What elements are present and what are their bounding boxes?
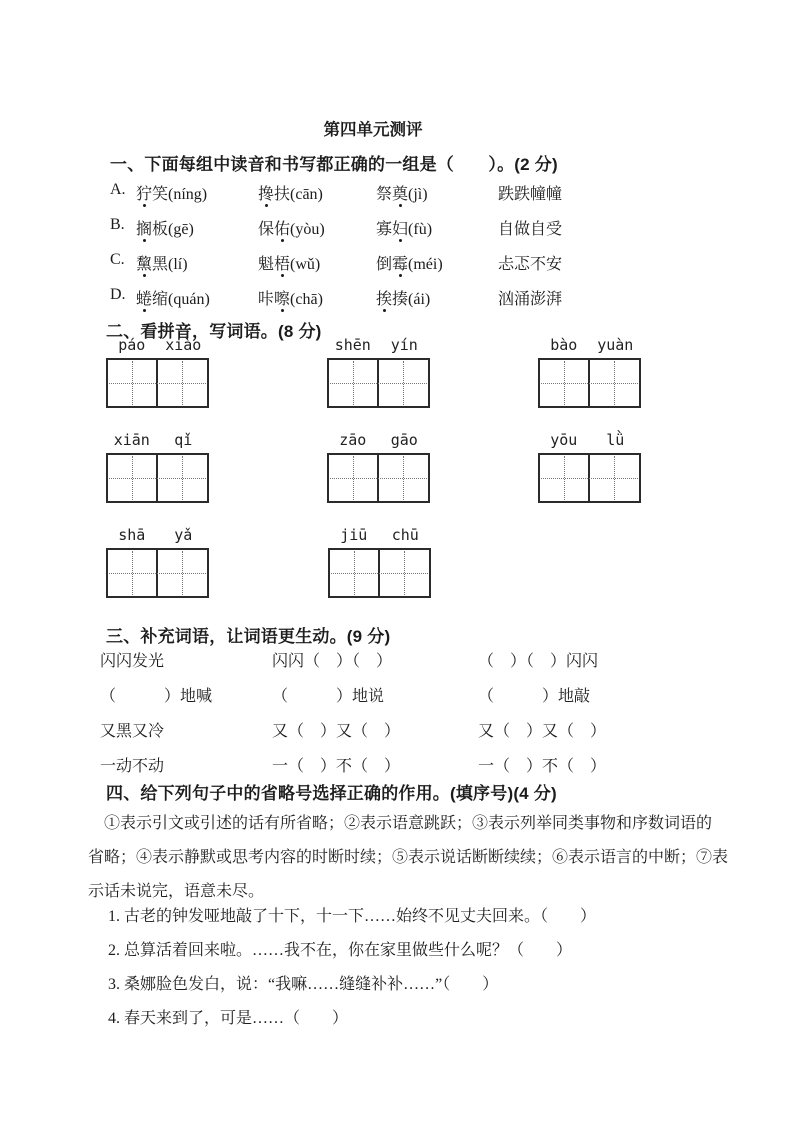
word-item: 倒霉(méi): [376, 251, 498, 274]
word-item: 自做自受: [498, 221, 563, 238]
grid-cell: [590, 455, 640, 501]
option-label: C.: [110, 251, 125, 268]
pinyin-word-group: [106, 336, 209, 408]
grid-cell: [540, 360, 590, 406]
page-title: 第四单元测评: [323, 121, 423, 139]
section3-header: 三、补充词语，让词语更生动。(9 分): [106, 627, 391, 646]
word-item: 搁板(gē): [136, 216, 258, 239]
intro-line: 示话未说完，语意未尽。: [88, 883, 265, 900]
grid-cell: [379, 360, 429, 406]
fill-phrase: （ ）地敲: [478, 688, 591, 705]
pinyin-label: xiān qǐ: [113, 431, 193, 449]
grid-cell: [330, 550, 380, 596]
word-item: 祭奠(jì): [376, 181, 498, 204]
fill-phrase: 一（ ）不（ ）: [272, 758, 401, 775]
word-item: 黧黑(lí): [136, 251, 258, 274]
word-item: 跌跌幢幢: [498, 186, 563, 203]
grid-cell: [540, 455, 590, 501]
grid-cell: [329, 455, 379, 501]
grid-cell: [158, 360, 208, 406]
pinyin-word-group: [106, 526, 209, 598]
writing-grid: [327, 453, 430, 503]
writing-grid: [327, 358, 430, 408]
section1-options: [110, 181, 730, 321]
pinyin-label: bào yuàn: [550, 336, 634, 354]
grid-cell: [329, 360, 379, 406]
ellipsis-usage-intro: [88, 810, 729, 912]
grid-cell: [108, 455, 158, 501]
writing-grid: [106, 358, 209, 408]
fill-phrase: （ ）（ ）闪闪: [478, 653, 599, 670]
grid-cell: [108, 550, 158, 596]
word-item: 狞笑(níng): [136, 181, 258, 204]
fill-phrase: 又（ ）又（ ）: [478, 723, 607, 740]
question-item: 1. 古老的钟发哑地敲了十下，十一下……始终不见丈夫回来。（ ）: [108, 908, 597, 925]
section1-header: 一、下面每组中读音和书写都正确的一组是（ ）。(2 分): [110, 155, 558, 174]
example-phrase: 一动不动: [100, 758, 165, 775]
option-row-c: [110, 251, 730, 286]
pinyin-label: yōu lǜ: [550, 431, 625, 449]
question-item: 2. 总算活着回来啦。……我不在，你在家里做些什么呢？（ ）: [108, 942, 573, 959]
section3-word-fill: [100, 648, 740, 788]
option-row-b: [110, 216, 730, 251]
word-item: 搀扶(cān): [258, 181, 376, 204]
writing-grid: [538, 453, 641, 503]
grid-cell: [158, 550, 208, 596]
grid-cell: [379, 455, 429, 501]
pinyin-word-group: [106, 431, 209, 503]
fill-phrase: 一（ ）不（ ）: [478, 758, 607, 775]
word-item: 魁梧(wǔ): [258, 251, 376, 274]
fill-phrase: （ ）地说: [272, 688, 385, 705]
option-row-d: [110, 286, 730, 321]
fill-phrase: 又（ ）又（ ）: [272, 723, 401, 740]
fill-row: [100, 718, 740, 753]
grid-cell: [158, 455, 208, 501]
word-item: 忐忑不安: [498, 256, 563, 273]
section4-questions: [108, 903, 728, 1039]
pinyin-word-group: [538, 431, 641, 503]
word-item: 寡妇(fù): [376, 216, 498, 239]
grid-cell: [380, 550, 430, 596]
option-label: D.: [110, 286, 126, 303]
example-phrase: 又黑又冷: [100, 723, 165, 740]
grid-cell: [108, 360, 158, 406]
fill-row: [100, 648, 740, 683]
word-item: 蜷缩(quán): [136, 286, 258, 309]
word-item: 咔嚓(chā): [258, 286, 376, 309]
pinyin-word-group: [327, 431, 430, 503]
pinyin-label: jiū chū: [340, 526, 419, 544]
writing-grid: [106, 548, 209, 598]
intro-line: ①表示引文或引述的话有所省略；②表示语意跳跃；③表示列举同类事物和序数词语的: [104, 815, 713, 832]
word-item: 保佑(yòu): [258, 216, 376, 239]
pinyin-word-group: [328, 526, 431, 598]
intro-line: 省略；④表示静默或思考内容的时断时续；⑤表示说话断断续续；⑥表示语言的中断；⑦表: [88, 849, 729, 866]
option-row-a: [110, 181, 730, 216]
section2-header: 二、看拼音，写词语。(8 分): [106, 322, 322, 341]
question-item: 3. 桑娜脸色发白，说：“我嘛……缝缝补补……”（ ）: [108, 976, 499, 993]
pinyin-label: zāo gāo: [339, 431, 418, 449]
writing-grid: [106, 453, 209, 503]
fill-phrase: （ ）地喊: [100, 688, 213, 705]
pinyin-word-group: [538, 336, 641, 408]
section4-header: 四、给下列句子中的省略号选择正确的作用。(填序号)(4 分): [106, 784, 557, 803]
grid-cell: [590, 360, 640, 406]
word-item: 汹涌澎湃: [498, 291, 563, 308]
option-label: B.: [110, 216, 125, 233]
option-label: A.: [110, 181, 126, 198]
fill-phrase: 闪闪（ ）（ ）: [272, 653, 393, 670]
word-item: 挨揍(ái): [376, 286, 498, 309]
pinyin-label: shēn yín: [334, 336, 418, 354]
writing-grid: [538, 358, 641, 408]
pinyin-word-group: [327, 336, 430, 408]
fill-row: [100, 683, 740, 718]
example-phrase: 闪闪发光: [100, 653, 165, 670]
writing-grid: [328, 548, 431, 598]
pinyin-label: shā yǎ: [118, 526, 193, 544]
pinyin-label: páo xiào: [118, 336, 202, 354]
question-item: 4. 春天来到了，可是……（ ）: [108, 1010, 349, 1027]
